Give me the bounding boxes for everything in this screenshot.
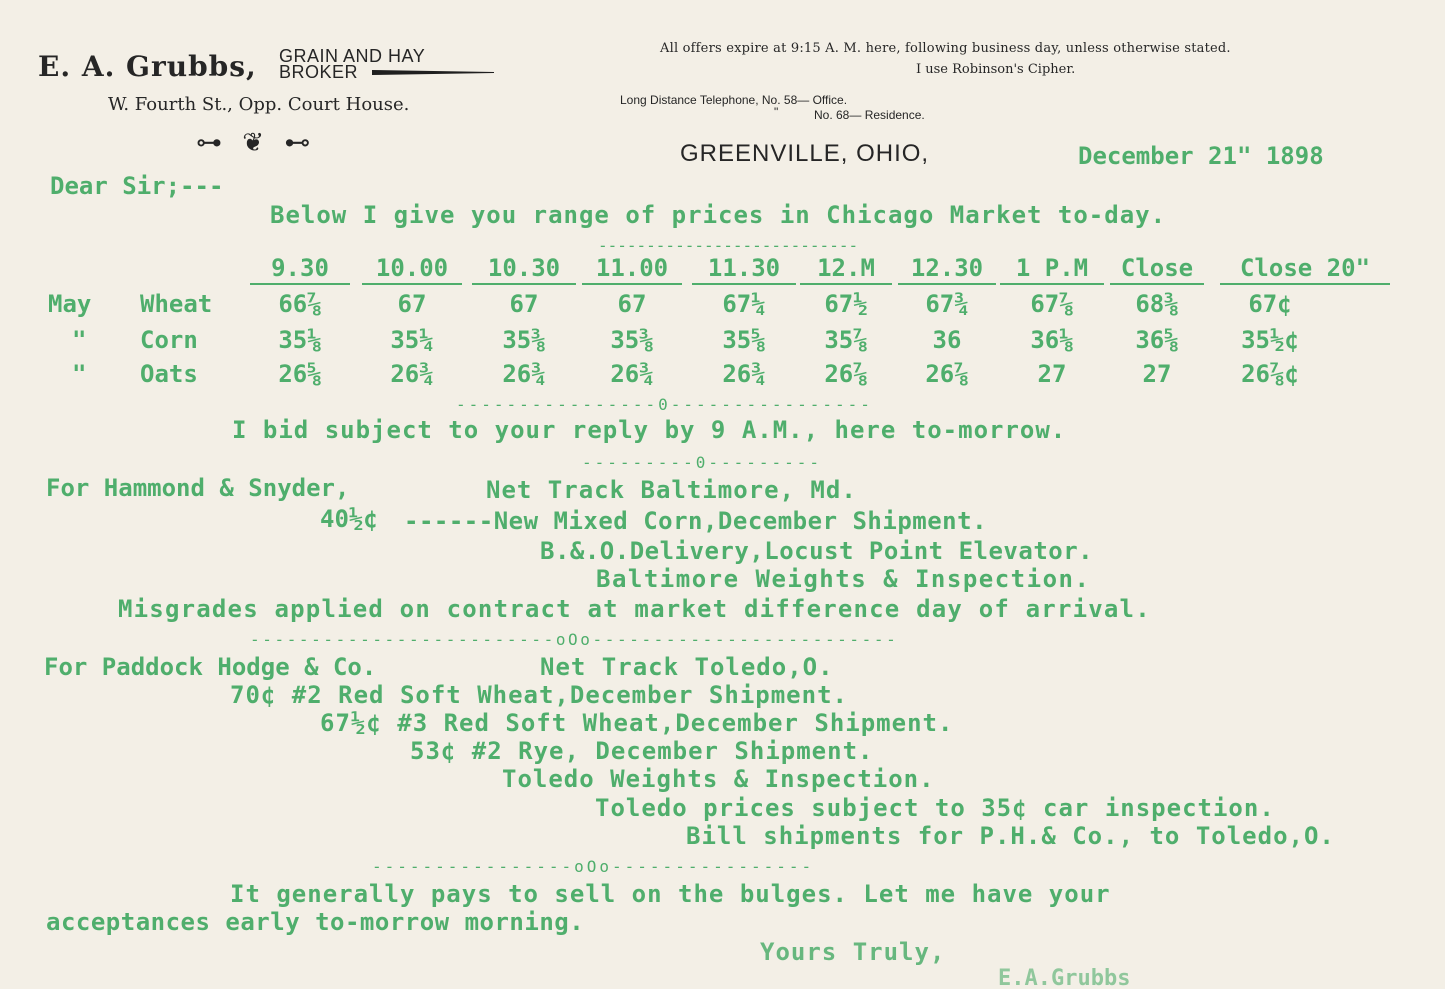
divider-2: ---------0--------- xyxy=(582,453,823,472)
price-cell: 35⅝ xyxy=(722,326,766,354)
signature: E.A.Grubbs xyxy=(998,966,1131,989)
offer2-bill: Bill shipments for P.H.& Co., to Toledo,O. xyxy=(686,822,1335,850)
sign-off: Yours Truly, xyxy=(760,938,946,966)
price-cell: 36⅛ xyxy=(1030,326,1074,354)
offer1-item: ------New Mixed Corn,December Shipment. xyxy=(404,507,988,535)
price-cell: 35⅜ xyxy=(610,326,654,354)
offers-note: All offers expire at 9:15 A. M. here, following business day, unless otherwise stated. xyxy=(660,41,1231,56)
price-cell: 26⅞¢ xyxy=(1241,360,1299,388)
intro-underline: --------------------------- xyxy=(598,236,859,255)
offer2-line-1: 70¢ #2 Red Soft Wheat,December Shipment. xyxy=(230,681,848,709)
price-col-header: 1 P.M xyxy=(1000,254,1104,285)
price-cell: 67¾ xyxy=(925,290,969,318)
price-row-month: " xyxy=(72,326,87,354)
offer1-price: 40½¢ xyxy=(320,505,378,533)
closing-line-2: acceptances early to-morrow morning. xyxy=(46,908,585,936)
price-row-commodity: Oats xyxy=(140,360,198,388)
ornament: ⊶ ❦ ⊷ xyxy=(196,128,317,158)
price-cell: 67 xyxy=(509,290,539,318)
price-cell: 68⅜ xyxy=(1135,290,1179,318)
broker-name: E. A. Grubbs, xyxy=(38,50,257,83)
price-cell: 35⅛ xyxy=(278,326,322,354)
price-col-header: Close xyxy=(1110,254,1204,285)
letterhead-rule xyxy=(372,70,494,75)
intro-line: Below I give you range of prices in Chicago Market to-day. xyxy=(270,201,1167,229)
price-cell: 26¾ xyxy=(502,360,546,388)
price-col-header: 12.M xyxy=(800,254,892,285)
price-cell: 27 xyxy=(1142,360,1172,388)
phone-residence-mark: " xyxy=(774,105,779,119)
offer1-track: Net Track Baltimore, Md. xyxy=(486,476,857,504)
price-col-header: 10.30 xyxy=(472,254,576,285)
address-line: W. Fourth St., Opp. Court House. xyxy=(108,94,410,115)
price-col-header: Close 20" xyxy=(1220,254,1390,285)
price-cell: 36 xyxy=(932,326,962,354)
phone-office: Long Distance Telephone, No. 58— Office. xyxy=(620,93,848,107)
price-cell: 66⅞ xyxy=(278,290,322,318)
divider-3: -------------------------oOo------------------------- xyxy=(250,630,899,649)
offer2-weights: Toledo Weights & Inspection. xyxy=(502,765,935,793)
price-col-header: 9.30 xyxy=(250,254,350,285)
price-cell: 35½¢ xyxy=(1241,326,1299,354)
price-cell: 67¼ xyxy=(722,290,766,318)
price-cell: 35⅜ xyxy=(502,326,546,354)
letter-date: December 21" 1898 xyxy=(1078,142,1324,170)
price-cell: 27 xyxy=(1037,360,1067,388)
business-line-2: BROKER xyxy=(279,62,359,82)
offer2-track: Net Track Toledo,O. xyxy=(540,653,834,681)
price-cell: 35⅞ xyxy=(824,326,868,354)
price-cell: 67¢ xyxy=(1248,290,1292,318)
phone-residence: No. 68— Residence. xyxy=(814,108,925,122)
price-row-commodity: Wheat xyxy=(140,290,213,318)
salutation: Dear Sir;--- xyxy=(50,172,224,200)
offer1-weights: Baltimore Weights & Inspection. xyxy=(596,565,1091,593)
offer1-for: For Hammond & Snyder, xyxy=(46,474,350,502)
offer1-misgrades: Misgrades applied on contract at market difference day of arrival. xyxy=(118,595,1151,623)
cipher-note: I use Robinson's Cipher. xyxy=(916,62,1076,77)
price-cell: 35¼ xyxy=(390,326,434,354)
price-cell: 67⅞ xyxy=(1030,290,1074,318)
offer2-inspection: Toledo prices subject to 35¢ car inspection. xyxy=(595,794,1275,822)
price-row-commodity: Corn xyxy=(140,326,198,354)
price-col-header: 10.00 xyxy=(362,254,462,285)
price-row-month: May xyxy=(48,290,92,318)
offer2-for: For Paddock Hodge & Co. xyxy=(44,653,377,681)
price-cell: 67 xyxy=(617,290,647,318)
price-cell: 67 xyxy=(397,290,427,318)
price-col-header: 11.00 xyxy=(582,254,682,285)
price-cell: 36⅝ xyxy=(1135,326,1179,354)
price-col-header: 11.30 xyxy=(692,254,796,285)
offer1-delivery: B.&.O.Delivery,Locust Point Elevator. xyxy=(540,537,1094,565)
city-line: GREENVILLE, OHIO, xyxy=(680,140,930,167)
closing-line-1: It generally pays to sell on the bulges. Let me have your xyxy=(230,880,1111,908)
price-col-header: 12.30 xyxy=(898,254,996,285)
price-cell: 26¾ xyxy=(610,360,654,388)
price-row-month: " xyxy=(72,360,87,388)
price-cell: 26⅝ xyxy=(278,360,322,388)
price-cell: 26⅞ xyxy=(824,360,868,388)
price-cell: 26¾ xyxy=(390,360,434,388)
divider-4: ----------------oOo---------------- xyxy=(372,857,815,876)
price-cell: 67½ xyxy=(824,290,868,318)
offer2-line-3: 53¢ #2 Rye, December Shipment. xyxy=(410,737,874,765)
price-cell: 26¾ xyxy=(722,360,766,388)
price-cell: 26⅞ xyxy=(925,360,969,388)
bid-note: I bid subject to your reply by 9 A.M., here to-morrow. xyxy=(232,416,1067,444)
divider-1: ----------------0---------------- xyxy=(456,395,873,414)
offer2-line-2: 67½¢ #3 Red Soft Wheat,December Shipment. xyxy=(320,709,954,737)
business-line-1: GRAIN AND HAY xyxy=(279,46,426,66)
